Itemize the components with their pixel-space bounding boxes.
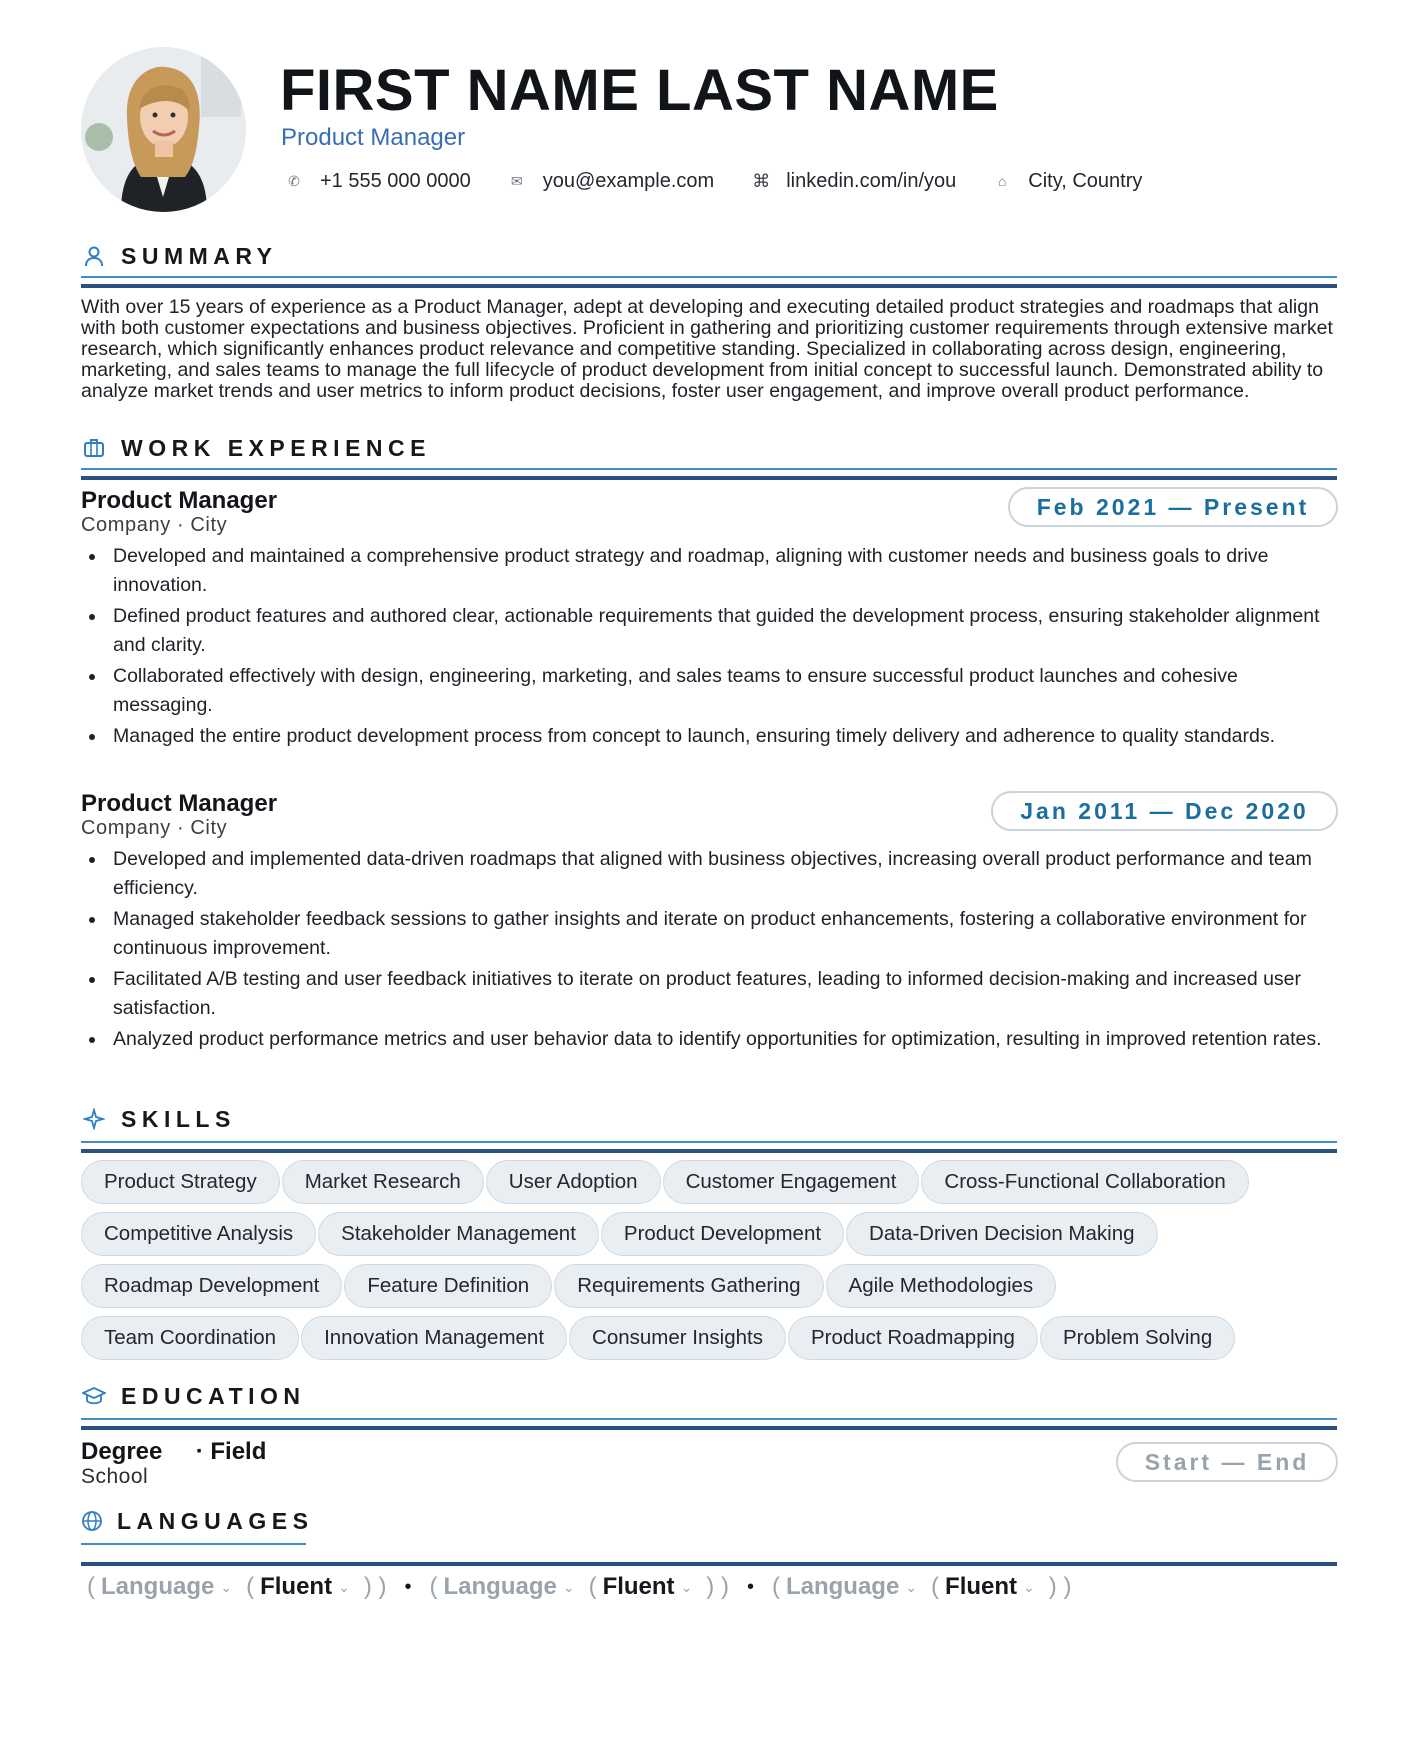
- languages-list: ( Language ⌄ ( Fluent ⌄ ) ) • ( Language ⌄ ( Fluent ⌄ ) ) • ( Language ⌄ ( Fluent ⌄ ) ): [87, 1573, 1072, 1600]
- sparkle-icon: [81, 1106, 107, 1132]
- section-divider: [81, 1141, 1337, 1143]
- skill-tag[interactable]: Team Coordination: [81, 1316, 299, 1360]
- separator-dot: •: [404, 1575, 412, 1598]
- skill-tag[interactable]: Product Roadmapping: [788, 1316, 1038, 1360]
- skill-tag[interactable]: Data-Driven Decision Making: [846, 1212, 1157, 1256]
- section-divider: [81, 468, 1337, 470]
- job-role: Product Manager: [281, 124, 466, 151]
- skill-tag[interactable]: Cross-Functional Collaboration: [921, 1160, 1248, 1204]
- chevron-down-icon[interactable]: ⌄: [680, 1578, 693, 1595]
- skill-tag[interactable]: Market Research: [282, 1160, 484, 1204]
- education-school: School: [81, 1465, 149, 1488]
- skill-tag[interactable]: Customer Engagement: [663, 1160, 920, 1204]
- list-item: Collaborated effectively with design, engineering, marketing, and sales teams to ensure successful product launches and cohesive messaging.: [81, 662, 1337, 720]
- section-title-summary: SUMMARY: [121, 242, 278, 269]
- contact-phone[interactable]: [286, 170, 471, 193]
- profile-photo: [81, 47, 246, 212]
- chevron-down-icon[interactable]: ⌄: [562, 1578, 575, 1595]
- skill-tag[interactable]: Roadmap Development: [81, 1264, 342, 1308]
- list-item: Developed and maintained a comprehensive product strategy and roadmap, aligning with customer needs and business goals to drive innovation.: [81, 542, 1337, 600]
- language-select[interactable]: Language: [443, 1573, 557, 1600]
- chevron-down-icon[interactable]: ⌄: [905, 1578, 918, 1595]
- section-divider: [81, 276, 1337, 278]
- list-item: Defined product features and authored clear, actionable requirements that guided the development process, ensuring stakeholder alignment and clarity.: [81, 602, 1337, 660]
- section-divider: [81, 284, 1337, 288]
- section-title-experience: WORK EXPERIENCE: [121, 434, 431, 461]
- home-icon: ⌂: [998, 173, 1007, 189]
- contact-email-text: you@example.com: [542, 169, 715, 192]
- skill-tag[interactable]: Product Development: [601, 1212, 844, 1256]
- job-title: Product Manager: [81, 487, 278, 514]
- person-icon: [81, 243, 107, 269]
- skills-row: [81, 1160, 1361, 1206]
- portrait-image: [81, 47, 246, 212]
- link-icon: ⌘: [752, 170, 771, 191]
- briefcase-icon: [81, 435, 107, 461]
- skills-heading: [81, 1103, 1337, 1135]
- job-date-range[interactable]: Feb 2021 — Present: [1008, 487, 1338, 527]
- skills-list: [81, 1160, 1361, 1368]
- language-select[interactable]: Language: [785, 1573, 900, 1600]
- education-degree: [81, 1440, 266, 1464]
- mail-icon: ✉: [510, 172, 523, 189]
- chevron-down-icon[interactable]: ⌄: [338, 1578, 350, 1595]
- full-name: FIRST NAME LAST NAME: [280, 58, 999, 123]
- degree-name: Degree: [81, 1438, 163, 1465]
- contact-linkedin[interactable]: [752, 170, 956, 193]
- job-date-range[interactable]: Jan 2011 — Dec 2020: [991, 791, 1338, 831]
- contact-location[interactable]: [994, 170, 1142, 193]
- section-divider: [81, 476, 1337, 480]
- list-item: Analyzed product performance metrics and user behavior data to identify opportunities for optimization, resulting in improved retention rates.: [81, 1025, 1337, 1054]
- skill-tag[interactable]: Stakeholder Management: [318, 1212, 599, 1256]
- section-divider: [81, 1418, 1337, 1420]
- summary-text: With over 15 years of experience as a Product Manager, adept at developing and executing detailed product strategies and roadmaps that align with both customer expectations and business objectives. Proficient in gathering and prioritizing customer requirements through extensive market research, which significantly enhances product relevance and competitive standing. Specialized in collaborating across design, engineering, marketing, and sales teams to manage the full lifecycle of product development from initial concept to successful launch. Demonstrated ability to analyze market trends and user metrics to inform product decisions, foster user engagement, and improve overall product performance.: [81, 296, 1333, 402]
- skill-tag[interactable]: Competitive Analysis: [81, 1212, 316, 1256]
- job-company: Company · City: [81, 817, 228, 839]
- list-item: Managed the entire product development process from concept to launch, ensuring timely delivery and adherence to quality standards.: [81, 722, 1337, 751]
- language-level-select[interactable]: Fluent: [260, 1573, 333, 1600]
- education-heading: [81, 1380, 1337, 1412]
- job-title: Product Manager: [81, 790, 278, 817]
- language-select[interactable]: Language: [101, 1573, 215, 1600]
- chevron-down-icon[interactable]: ⌄: [220, 1578, 233, 1595]
- contact-email[interactable]: [509, 170, 714, 193]
- separator-dot: •: [746, 1575, 754, 1598]
- section-title-education: EDUCATION: [121, 1382, 306, 1409]
- job-company: Company · City: [81, 514, 228, 536]
- contact-location-text: City, Country: [1028, 169, 1143, 192]
- skills-row: [81, 1212, 1361, 1258]
- section-title-skills: SKILLS: [121, 1105, 236, 1132]
- contact-row: [286, 166, 1180, 196]
- job-bullets: [81, 845, 1337, 1056]
- section-divider: [81, 1562, 1337, 1566]
- chevron-down-icon[interactable]: ⌄: [1023, 1578, 1035, 1595]
- contact-phone-text: +1 555 000 0000: [320, 169, 471, 192]
- section-divider: [81, 1543, 306, 1545]
- list-item: Developed and implemented data-driven roadmaps that aligned with business objectives, increasing overall product performance and team efficiency.: [81, 845, 1337, 903]
- skills-row: [81, 1316, 1361, 1362]
- skills-row: [81, 1264, 1361, 1310]
- phone-icon: ✆: [288, 172, 300, 189]
- skill-tag[interactable]: Requirements Gathering: [554, 1264, 823, 1308]
- section-divider: [81, 1426, 1337, 1430]
- languages-heading: [81, 1505, 314, 1537]
- contact-linkedin-text: linkedin.com/in/you: [786, 169, 957, 192]
- skill-tag[interactable]: Consumer Insights: [569, 1316, 786, 1360]
- skill-tag[interactable]: Feature Definition: [344, 1264, 552, 1308]
- skill-tag[interactable]: User Adoption: [486, 1160, 661, 1204]
- graduation-cap-icon: [81, 1383, 107, 1409]
- list-item: Managed stakeholder feedback sessions to gather insights and iterate on product enhancements, fostering a collaborative environment for continuous improvement.: [81, 905, 1337, 963]
- degree-field: · Field: [195, 1438, 267, 1465]
- skill-tag[interactable]: Problem Solving: [1040, 1316, 1235, 1360]
- experience-heading: [81, 432, 1337, 464]
- education-date-range[interactable]: Start — End: [1116, 1442, 1338, 1482]
- globe-icon: [81, 1508, 103, 1534]
- language-level-select[interactable]: Fluent: [602, 1573, 675, 1600]
- summary-heading: [81, 240, 1337, 272]
- job-bullets: [81, 542, 1337, 753]
- section-divider: [81, 1149, 1337, 1153]
- section-title-languages: LANGUAGES: [117, 1507, 314, 1534]
- language-level-select[interactable]: Fluent: [945, 1573, 1018, 1600]
- skill-tag[interactable]: Innovation Management: [301, 1316, 567, 1360]
- list-item: Facilitated A/B testing and user feedback initiatives to iterate on product features, leading to informed decision-making and increased user satisfaction.: [81, 965, 1337, 1023]
- skill-tag[interactable]: Product Strategy: [81, 1160, 280, 1204]
- skill-tag[interactable]: Agile Methodologies: [826, 1264, 1057, 1308]
